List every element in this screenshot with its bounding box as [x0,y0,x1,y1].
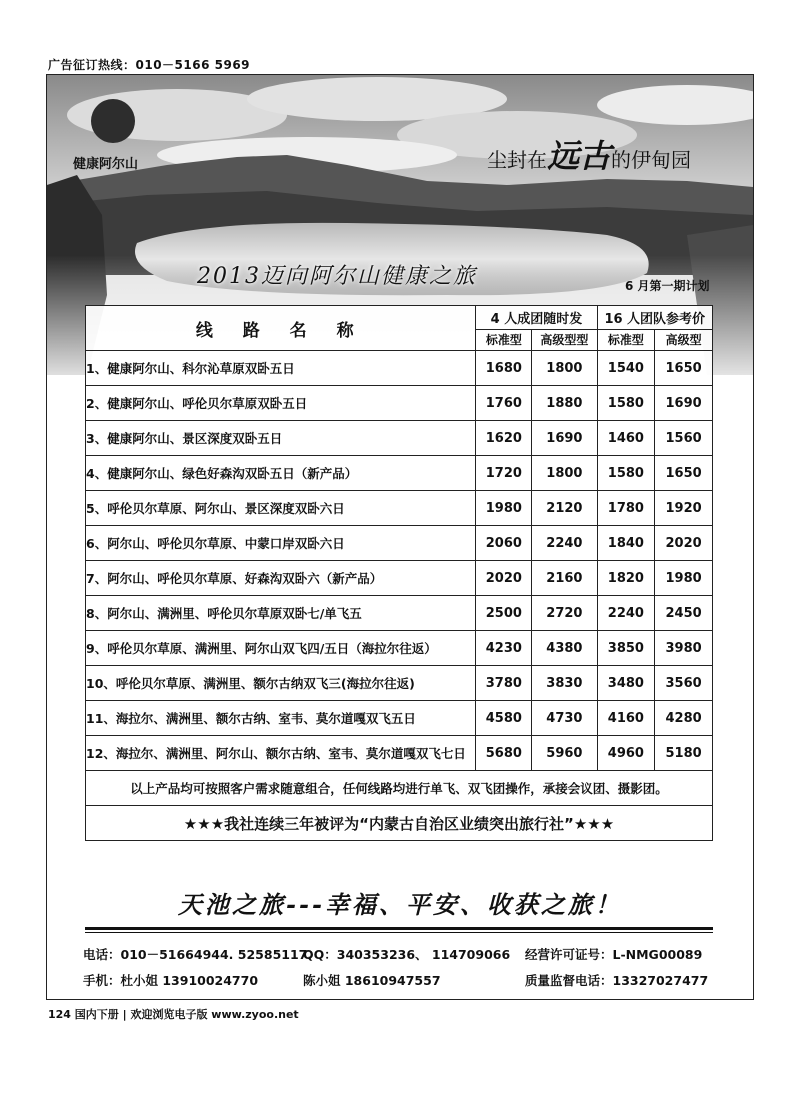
route-name: 10、呼伦贝尔草原、满洲里、额尔古纳双飞三(海拉尔往返) [86,666,476,701]
price-cell: 1920 [655,491,713,526]
logo-deer-icon [91,99,135,143]
contact-supervision: 质量监督电话：13327027477 [525,973,709,988]
price-cell: 1690 [655,386,713,421]
price-cell: 3780 [476,666,532,701]
route-name: 8、阿尔山、满洲里、呼伦贝尔草原双卧七/单飞五 [86,596,476,631]
route-row [86,456,713,491]
price-cell: 1540 [597,351,655,386]
price-cell: 4160 [597,701,655,736]
price-cell: 2120 [532,491,597,526]
price-cell: 1620 [476,421,532,456]
route-name: 2、健康阿尔山、呼伦贝尔草原双卧五日 [86,386,476,421]
route-row [86,386,713,421]
price-cell: 4230 [476,631,532,666]
price-cell: 1690 [532,421,597,456]
slogan-emphasis: 远古 [547,137,612,175]
route-row [86,526,713,561]
sub-header: 标准型 [597,329,655,350]
slogan-mid: 的 [611,148,632,172]
contact-phone: 电话：010－51664944. 52585117. [83,947,313,962]
sub-header: 高级型型 [532,329,597,350]
motto: 天池之旅---幸福、平安、收获之旅！ [178,890,622,919]
sub-header: 高级型 [655,329,713,350]
slogan-prefix: 尘封在 [487,148,547,172]
advert-frame [46,74,754,1000]
price-cell: 1560 [655,421,713,456]
route-name: 3、健康阿尔山、景区深度双卧五日 [86,421,476,456]
contact-mobile: 手机：杜小姐 13910024770 [83,973,259,988]
price-cell: 1840 [597,526,655,561]
divider-thin [85,932,713,933]
price-cell: 2500 [476,596,532,631]
price-cell: 4960 [597,736,655,771]
route-name: 7、阿尔山、呼伦贝尔草原、好森沟双卧六（新产品） [86,561,476,596]
price-cell: 1650 [655,456,713,491]
route-name: 11、海拉尔、满洲里、额尔古纳、室韦、莫尔道嘎双飞五日 [86,701,476,736]
price-cell: 5680 [476,736,532,771]
route-name: 4、健康阿尔山、绿色好森沟双卧五日（新产品） [86,456,476,491]
price-cell: 1580 [597,386,655,421]
price-cell: 4730 [532,701,597,736]
price-cell: 1680 [476,351,532,386]
price-cell: 2020 [476,561,532,596]
price-cell: 4280 [655,701,713,736]
price-cell: 5960 [532,736,597,771]
price-cell: 2160 [532,561,597,596]
combination-note: 以上产品均可按照客户需求随意组合，任何线路均进行单飞、双飞团操作，承接会议团、摄影团。 [86,771,713,806]
price-cell: 2240 [532,526,597,561]
price-cell: 1880 [532,386,597,421]
route-row [86,491,713,526]
route-name: 6、阿尔山、呼伦贝尔草原、中蒙口岸双卧六日 [86,526,476,561]
banner-slogan [487,131,691,177]
route-header: 线 路 名 称 [86,306,476,351]
price-cell: 5180 [655,736,713,771]
route-row [86,421,713,456]
route-row [86,666,713,701]
logo-name: 健康阿尔山 [73,157,139,172]
price-cell: 1800 [532,456,597,491]
route-row [86,736,713,771]
price-cell: 4580 [476,701,532,736]
price-cell: 3830 [532,666,597,701]
price-cell: 4380 [532,631,597,666]
price-cell: 1580 [597,456,655,491]
price-cell: 3980 [655,631,713,666]
price-cell: 2060 [476,526,532,561]
price-cell: 2720 [532,596,597,631]
price-table [85,305,713,841]
route-row [86,561,713,596]
price-cell: 2240 [597,596,655,631]
contact-qq: QQ：340353236、 114709066 [303,947,511,962]
price-cell: 3850 [597,631,655,666]
price-cell: 1650 [655,351,713,386]
award-banner: ★★★我社连续三年被评为“内蒙古自治区业绩突出旅行社”★★★ [86,806,713,841]
route-row [86,596,713,631]
price-cell: 1980 [476,491,532,526]
divider-thick [85,927,713,930]
route-name: 1、健康阿尔山、科尔沁草原双卧五日 [86,351,476,386]
price-cell: 3560 [655,666,713,701]
price-cell: 1820 [597,561,655,596]
route-row [86,701,713,736]
sub-header: 标准型 [476,329,532,350]
slogan-suffix: 伊甸园 [631,148,692,172]
route-row [86,351,713,386]
page-footer: 124 国内下册 | 欢迎浏览电子版 www.zyoo.net [48,1008,299,1021]
route-name: 5、呼伦贝尔草原、阿尔山、景区深度双卧六日 [86,491,476,526]
price-cell: 1780 [597,491,655,526]
price-cell: 1460 [597,421,655,456]
contact-mobile-2: 陈小姐 18610947557 [303,973,441,988]
price-cell: 3480 [597,666,655,701]
price-cell: 1800 [532,351,597,386]
price-cell: 2020 [655,526,713,561]
price-cell: 1720 [476,456,532,491]
price-cell: 1760 [476,386,532,421]
group-b-header: 16 人团队参考价 [597,306,712,330]
ad-hotline: 广告征订热线：010－5166 5969 [48,58,251,72]
tour-title: 2013迈向阿尔山健康之旅 [197,264,477,289]
contact-license: 经营许可证号：L-NMG00089 [525,947,703,962]
price-cell: 1980 [655,561,713,596]
route-row [86,631,713,666]
group-a-header: 4 人成团随时发 [476,306,597,330]
plan-label: 6 月第一期计划 [625,279,710,293]
route-name: 9、呼伦贝尔草原、满洲里、阿尔山双飞四/五日（海拉尔往返） [86,631,476,666]
price-cell: 2450 [655,596,713,631]
route-name: 12、海拉尔、满洲里、阿尔山、额尔古纳、室韦、莫尔道嘎双飞七日 [86,736,476,771]
